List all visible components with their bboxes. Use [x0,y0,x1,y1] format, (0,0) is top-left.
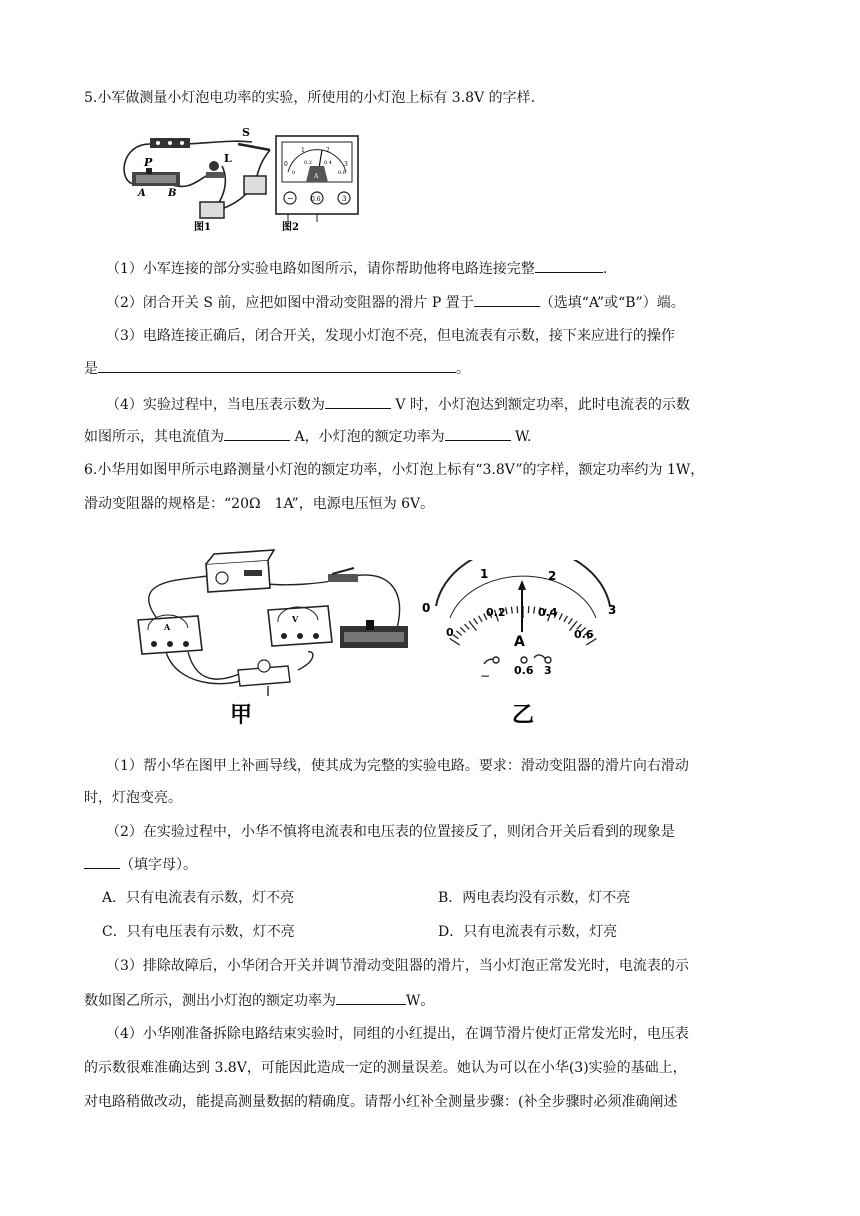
q6-part1-line2: 时，灯泡变亮。 [84,790,182,806]
scale-tick [534,607,535,614]
scale-tick [460,627,465,632]
yi-top-2: 2 [548,569,557,583]
meter-top-3: 3 [344,161,348,168]
meter-top-1: 1 [301,147,305,154]
meter-bottom-3: 0.6 [338,170,346,176]
q6-part4-line2: 的示数很难准确达到 3.8V，可能因此造成一定的测量误差。她认为可以在小华(3)实验的基础上， [84,1060,687,1076]
scale-tick [456,631,461,636]
label-fig2: 图2 [282,222,299,233]
terminal-3: 3 [342,195,347,203]
label-p: P [144,156,153,169]
q6-part1-line1: （1）帮小华在图甲上补画导线，使其成为完整的实验电路。要求：滑动变阻器的滑片向右滑动 [106,758,689,774]
meter-bottom-2: 0.4 [324,160,332,166]
yi-bottom-3: 0.6 [574,628,594,641]
label-b: B [168,188,177,199]
scale-tick [465,624,470,629]
meter-bottom-0: 0 [292,170,296,176]
q6-part2-line1: （2）在实验过程中，小华不慎将电流表和电压表的位置接反了，则闭合开关后看到的现象是 [106,824,675,840]
q6-part2-line2: （填字母）。 [84,854,197,875]
q5-part4-line2: 如图所示，其电流值为 A，小灯泡的额定功率为 W. [84,426,531,447]
yi-top-3: 3 [608,603,617,617]
label-s: S [242,126,250,139]
scale-tick [450,638,460,644]
terminal-06: 0.6 [311,196,321,203]
scale-tick [453,635,459,639]
q5-part3-line1: （3）电路连接正确后，闭合开关，发现小灯泡不亮，但电流表有示数，接下来应进行的操作 [106,328,675,344]
ammeter-letter: A [164,622,171,632]
q5-part3-line2: 是 。 [84,358,470,379]
scale-tick [568,618,572,624]
option-b: B．两电表均没有示数，灯不亮 [438,890,631,906]
meter-top-2: 2 [326,147,330,154]
q5-part2: （2）闭合开关 S 前，应把如图中滑动变阻器的滑片 P 置于 （选填“A”或“B”）端。 [106,292,685,313]
yi-terminal-3: 3 [544,664,552,677]
q6-stem-line1: 6.小华用如图甲所示电路测量小灯泡的额定功率，小灯泡上标有“3.8V”的字样，额定功率约为 1W， [84,462,705,478]
option-a: A．只有电流表有示数，灯不亮 [102,890,295,906]
q6-part4-line1: （4）小华刚准备拆除电路结束实验时，同组的小红提出，在调节滑片使灯正常发光时，电压表 [106,1026,689,1042]
q6-part4-line3: 对电路稍做改动，能提高测量数据的精确度。请帮小红补全测量步骤：(补全步骤时必须准确阐述 [84,1094,678,1110]
meter-top-0: 0 [284,161,288,168]
meter-bottom-1: 0.2 [304,160,312,166]
q6-part3-line1: （3）排除故障后，小华闭合开关并调节滑动变阻器的滑片，当小灯泡正常发光时，电流表的示 [106,958,689,974]
yi-bottom-1: 0.2 [486,606,506,619]
yi-terminal-06: 0.6 [514,664,534,677]
label-a: A [138,188,146,199]
q6-stem-line2: 滑动变阻器的规格是：“20Ω 1A”，电源电压恒为 6V。 [84,496,435,512]
yi-terminal-neg: − [480,669,491,683]
yi-bottom-2: 0.4 [538,606,558,619]
yi-top-0: 0 [422,601,431,615]
option-d: D．只有电流表有示数，灯亮 [438,924,618,940]
scale-tick [506,607,507,614]
option-c: C．只有电压表有示数，灯不亮 [102,924,295,940]
q5-part4-line1: （4）实验过程中，当电压表示数为 V 时，小灯泡达到额定功率，此时电流表的示数 [106,394,690,415]
label-fig1: 图1 [194,222,211,233]
scale-tick [474,618,478,624]
q5-figure [110,122,360,234]
label-yi: 乙 [512,703,535,728]
q6-figure-yi [418,560,628,730]
q5-stem: 5.小军做测量小灯泡电功率的实验，所使用的小灯泡上标有 3.8V 的字样. [84,90,536,106]
yi-bottom-0: 0 [446,626,454,639]
scale-tick [479,616,483,622]
label-jia: 甲 [230,703,253,728]
meter-unit: A [314,173,319,180]
yi-unit: A [514,634,525,650]
scale-tick [564,616,568,622]
q6-figure-jia [118,540,418,730]
voltmeter-letter: V [292,614,299,624]
scale-tick [469,621,476,630]
label-l: L [224,152,232,165]
q6-part3-line2: 数如图乙所示，测出小灯泡的额定功率为 W。 [84,990,434,1011]
scale-tick [511,607,512,614]
scale-tick [559,614,562,620]
terminal-neg: − [287,194,294,203]
q5-part1: （1）小军连接的部分实验电路如图所示，请你帮助他将电路连接完整 . [106,258,607,279]
yi-top-1: 1 [480,567,489,581]
